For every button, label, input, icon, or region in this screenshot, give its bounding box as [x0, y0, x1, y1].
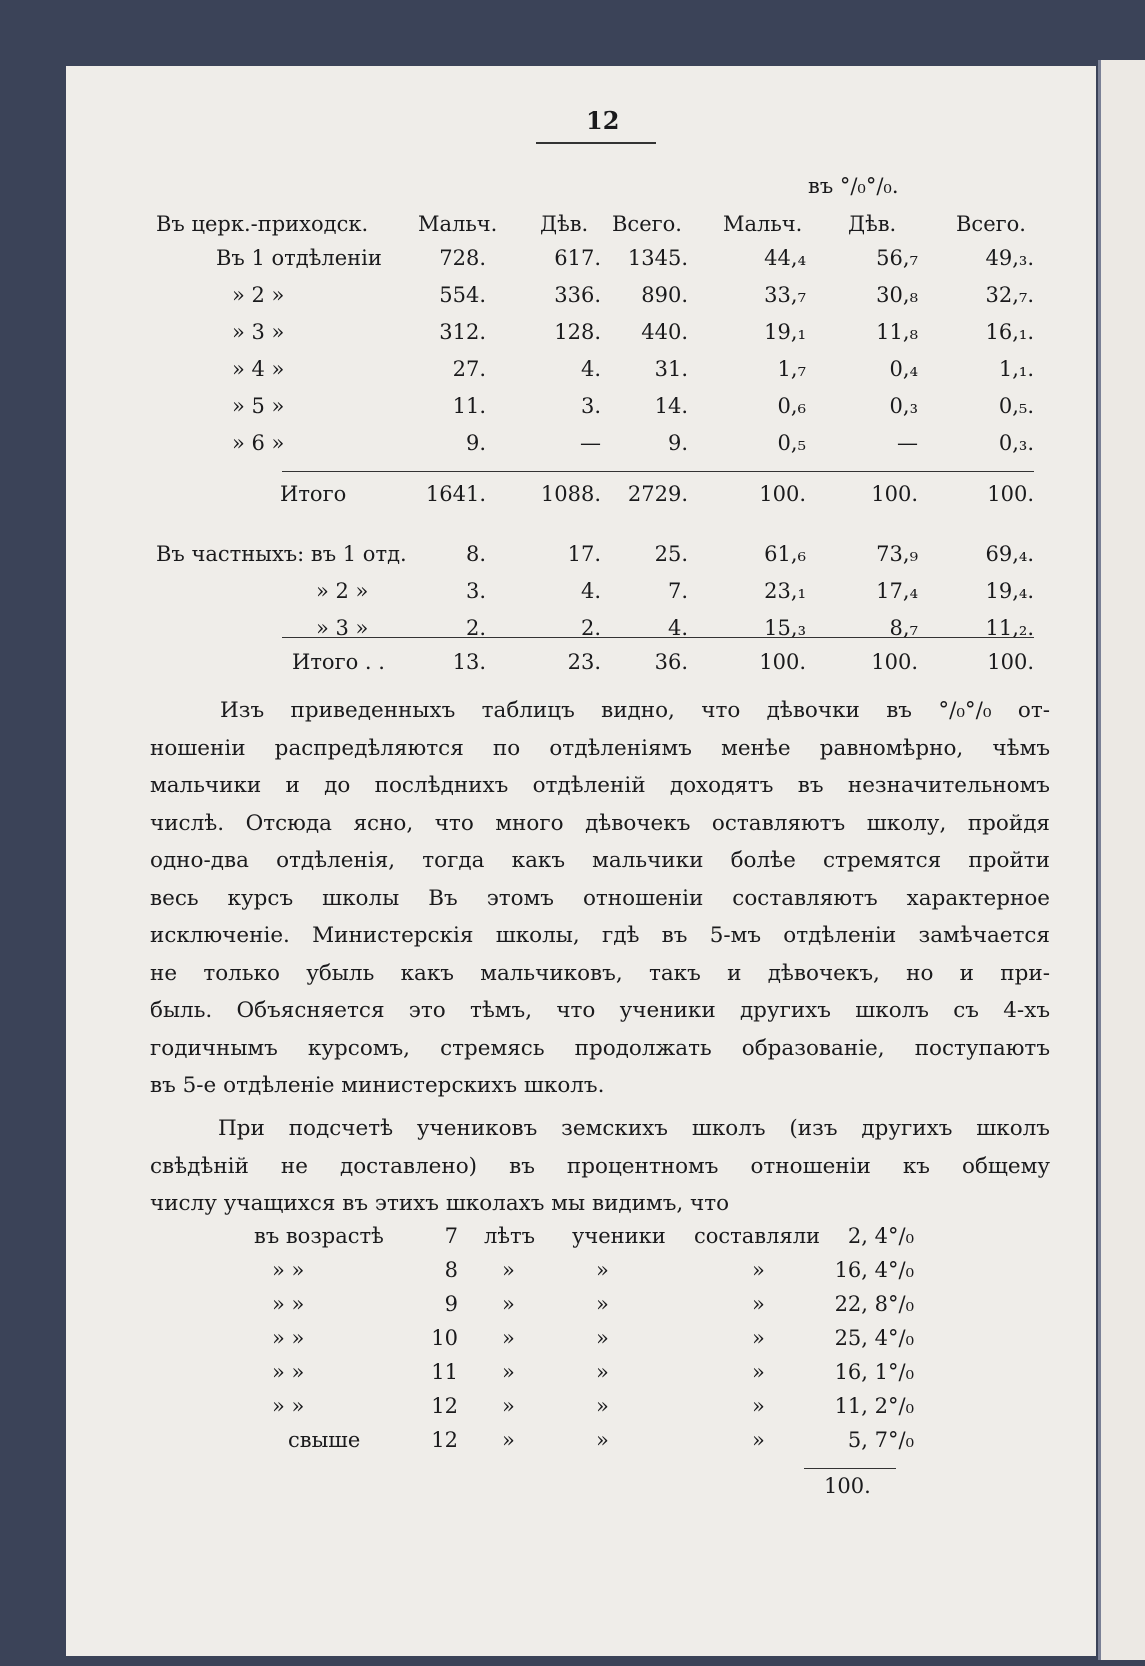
- table2-cell: 17.: [567, 542, 601, 566]
- table2-cell: 73,₉: [876, 542, 918, 566]
- table1-cell: 31.: [654, 357, 688, 381]
- table1-total-cell: 100.: [759, 482, 806, 506]
- age-row-unit: »: [502, 1326, 515, 1350]
- table1-header-2: Дѣв.: [540, 212, 589, 236]
- age-row-word: »: [596, 1428, 609, 1452]
- age-row-age: 11: [431, 1360, 458, 1384]
- table1-cell: 19,₁: [764, 320, 806, 344]
- paragraph-1-line: не только убыль какъ мальчиковъ, такъ и дѣвочекъ, но и при-: [150, 960, 1050, 986]
- age-row-percent: 22, 8°/₀: [834, 1292, 914, 1316]
- table2-cell: 2.: [465, 616, 486, 640]
- table2-total-cell: 36.: [654, 650, 688, 674]
- age-row-unit: »: [502, 1428, 515, 1452]
- table1-header-4: Мальч.: [723, 212, 803, 236]
- table1-cell: 0,₄: [889, 357, 918, 381]
- table2-total-cell: 13.: [452, 650, 486, 674]
- age-row-word: »: [596, 1258, 609, 1282]
- age-row-unit: »: [502, 1258, 515, 1282]
- table1-cell: 9.: [667, 431, 688, 455]
- age-row-prefix: » »: [272, 1360, 305, 1384]
- page-number: 12: [586, 106, 620, 135]
- table2-cell: 2.: [580, 616, 601, 640]
- age-row-word: »: [596, 1394, 609, 1418]
- age-row-verb: »: [752, 1360, 765, 1384]
- age-row-verb: »: [752, 1428, 765, 1452]
- table1-cell: 0,₆: [777, 394, 806, 418]
- age-row-prefix: » »: [272, 1326, 305, 1350]
- table1-cell: 30,₈: [876, 283, 918, 307]
- document-page: [66, 66, 1096, 1656]
- table1-cell: —: [580, 431, 601, 455]
- table2-total-rule: [282, 637, 1034, 638]
- table1-cell: 11,₈: [876, 320, 918, 344]
- table1-row-label: » 6 »: [232, 431, 285, 455]
- table1-cell: 617.: [554, 246, 601, 270]
- table1-cell: 1,₁.: [998, 357, 1034, 381]
- table1-cell: 44,₄: [764, 246, 806, 270]
- table2-cell: 61,₆: [764, 542, 806, 566]
- table1-row-label: » 2 »: [232, 283, 285, 307]
- table1-cell: 14.: [654, 394, 688, 418]
- age-row-percent: 2, 4°/₀: [847, 1224, 914, 1248]
- table2-total-label: Итого . .: [292, 650, 385, 674]
- table2-cell: 69,₄.: [985, 542, 1034, 566]
- table2-cell: 4.: [580, 579, 601, 603]
- table1-cell: 0,₃.: [998, 431, 1034, 455]
- age-row-age: 12: [431, 1428, 458, 1452]
- age-row-unit: »: [502, 1292, 515, 1316]
- table1-cell: 1,₇: [777, 357, 806, 381]
- table1-cell: 16,₁.: [985, 320, 1034, 344]
- age-row-word: »: [596, 1292, 609, 1316]
- age-row-verb: составляли: [694, 1224, 821, 1248]
- table1-total-label: Итого: [280, 482, 347, 506]
- table1-cell: 49,₃.: [985, 246, 1034, 270]
- age-row-age: 7: [444, 1224, 458, 1248]
- age-row-prefix: въ возрастѣ: [254, 1224, 384, 1248]
- table1-total-cell: 100.: [871, 482, 918, 506]
- table1-cell: 128.: [554, 320, 601, 344]
- age-row-percent: 11, 2°/₀: [834, 1394, 914, 1418]
- table1-cell: 0,₃: [889, 394, 918, 418]
- age-row-age: 9: [444, 1292, 458, 1316]
- paragraph-2: [150, 1110, 1050, 1223]
- age-row-verb: »: [752, 1394, 765, 1418]
- table1-cell: 27.: [452, 357, 486, 381]
- age-row-percent: 16, 1°/₀: [834, 1360, 914, 1384]
- table2-cell: 4.: [667, 616, 688, 640]
- table2-cell: 17,₄: [876, 579, 918, 603]
- table2-cell: 7.: [667, 579, 688, 603]
- table1-cell: 728.: [439, 246, 486, 270]
- age-row-verb: »: [752, 1326, 765, 1350]
- table1-total-cell: 1088.: [540, 482, 601, 506]
- age-row-age: 8: [444, 1258, 458, 1282]
- table1-total-cell: 1641.: [425, 482, 486, 506]
- table2-cell: 19,₄.: [985, 579, 1034, 603]
- paragraph-1-line: Изъ приведенныхъ таблицъ видно, что дѣвочки въ °/₀°/₀ от-: [220, 698, 1050, 723]
- table2-cell: 25.: [654, 542, 688, 566]
- paragraph-2-line: числу учащихся въ этихъ школахъ мы видимъ, что: [150, 1191, 730, 1216]
- table2-total-cell: 100.: [987, 650, 1034, 674]
- age-row-percent: 25, 4°/₀: [834, 1326, 914, 1350]
- table2-cell: 23,₁: [764, 579, 806, 603]
- age-row-unit: »: [502, 1394, 515, 1418]
- table1-cell: 312.: [439, 320, 486, 344]
- table1-cell: 3.: [580, 394, 601, 418]
- table2-cell: 15,₃: [764, 616, 806, 640]
- percent-label: въ °/₀°/₀.: [808, 174, 899, 198]
- paragraph-1-line: числѣ. Отсюда ясно, что много дѣвочекъ оставляютъ школу, пройдя: [150, 810, 1050, 836]
- table1-cell: 890.: [641, 283, 688, 307]
- paragraph-1-line: ношеніи распредѣляются по отдѣленіямъ менѣе равномѣрно, чѣмъ: [150, 735, 1050, 761]
- page-number-rule: [536, 142, 656, 144]
- table1-header-5: Дѣв.: [848, 212, 897, 236]
- table1-cell: 4.: [580, 357, 601, 381]
- table1-total-cell: 2729.: [627, 482, 688, 506]
- page-edge: [1098, 60, 1145, 1660]
- paragraph-1-line: одно-два отдѣленія, тогда какъ мальчики болѣе стремятся пройти: [150, 848, 1050, 873]
- table2-total-cell: 100.: [759, 650, 806, 674]
- age-row-word: »: [596, 1326, 609, 1350]
- table1-row-label: » 3 »: [232, 320, 285, 344]
- table1-row-label: Въ 1 отдѣленіи: [216, 246, 382, 270]
- table2-total-cell: 100.: [871, 650, 918, 674]
- paragraph-1: [150, 692, 1050, 1105]
- table1-cell: 440.: [641, 320, 688, 344]
- table2-cell: 3.: [465, 579, 486, 603]
- paragraph-2-line: При подсчетѣ учениковъ земскихъ школъ (изъ другихъ школъ: [218, 1116, 1050, 1141]
- age-row-percent: 16, 4°/₀: [834, 1258, 914, 1282]
- table1-cell: 0,₅.: [998, 394, 1034, 418]
- table1-cell: 11.: [452, 394, 486, 418]
- table1-total-cell: 100.: [987, 482, 1034, 506]
- table1-cell: 0,₅: [777, 431, 806, 455]
- paragraph-1-line: весь курсъ школы Въ этомъ отношеніи составляютъ характерное: [150, 885, 1050, 911]
- table1-cell: —: [897, 431, 918, 455]
- table1-cell: 33,₇: [764, 283, 806, 307]
- paragraph-1-line: годичнымъ курсомъ, стремясь продолжать образованіе, поступаютъ: [150, 1035, 1050, 1061]
- age-row-prefix: » »: [272, 1394, 305, 1418]
- age-row-prefix: » »: [272, 1258, 305, 1282]
- age-row-word: ученики: [572, 1224, 666, 1248]
- age-row-word: »: [596, 1360, 609, 1384]
- paragraph-1-line: исключеніе. Министерскія школы, гдѣ въ 5-мъ отдѣленіи замѣчается: [150, 923, 1050, 948]
- table1-row-label: » 5 »: [232, 394, 285, 418]
- age-total: 100.: [824, 1474, 871, 1498]
- table1-header-6: Всего.: [956, 212, 1026, 236]
- age-row-age: 12: [431, 1394, 458, 1418]
- table1-cell: 1345.: [627, 246, 688, 270]
- table1-total-rule: [282, 471, 1034, 472]
- table2-row-label: Въ частныхъ: въ 1 отд.: [156, 542, 407, 566]
- age-row-percent: 5, 7°/₀: [847, 1428, 914, 1452]
- table2-cell: 8,₇: [889, 616, 918, 640]
- age-row-prefix: » »: [272, 1292, 305, 1316]
- table1-row-label: » 4 »: [232, 357, 285, 381]
- age-row-unit: »: [502, 1360, 515, 1384]
- table1-header-0: Въ церк.-приходск.: [156, 212, 369, 236]
- age-row-verb: »: [752, 1258, 765, 1282]
- age-row-prefix: свыше: [288, 1428, 361, 1452]
- table1-cell: 9.: [465, 431, 486, 455]
- table1-cell: 56,₇: [876, 246, 918, 270]
- paragraph-1-line: мальчики и до послѣднихъ отдѣленій доходятъ въ незначительномъ: [150, 773, 1050, 798]
- age-row-unit: лѣтъ: [484, 1224, 535, 1248]
- table2-cell: 8.: [465, 542, 486, 566]
- age-row-verb: »: [752, 1292, 765, 1316]
- table2-total-cell: 23.: [567, 650, 601, 674]
- age-row-age: 10: [431, 1326, 458, 1350]
- table1-cell: 32,₇.: [985, 283, 1034, 307]
- table1-header-1: Мальч.: [418, 212, 498, 236]
- age-total-rule: [804, 1468, 896, 1469]
- table1-cell: 336.: [554, 283, 601, 307]
- table2-cell: 11,₂.: [985, 616, 1034, 640]
- table2-row-label: » 3 »: [316, 616, 369, 640]
- table1-header-3: Всего.: [612, 212, 682, 236]
- paragraph-2-line: свѣдѣній не доставлено) въ процентномъ отношеніи къ общему: [150, 1153, 1050, 1179]
- table1-cell: 554.: [439, 283, 486, 307]
- paragraph-1-line: быль. Объясняется это тѣмъ, что ученики другихъ школъ съ 4-хъ: [150, 998, 1050, 1023]
- paragraph-1-line: въ 5-е отдѣленіе министерскихъ школъ.: [150, 1073, 605, 1098]
- table2-row-label: » 2 »: [316, 579, 369, 603]
